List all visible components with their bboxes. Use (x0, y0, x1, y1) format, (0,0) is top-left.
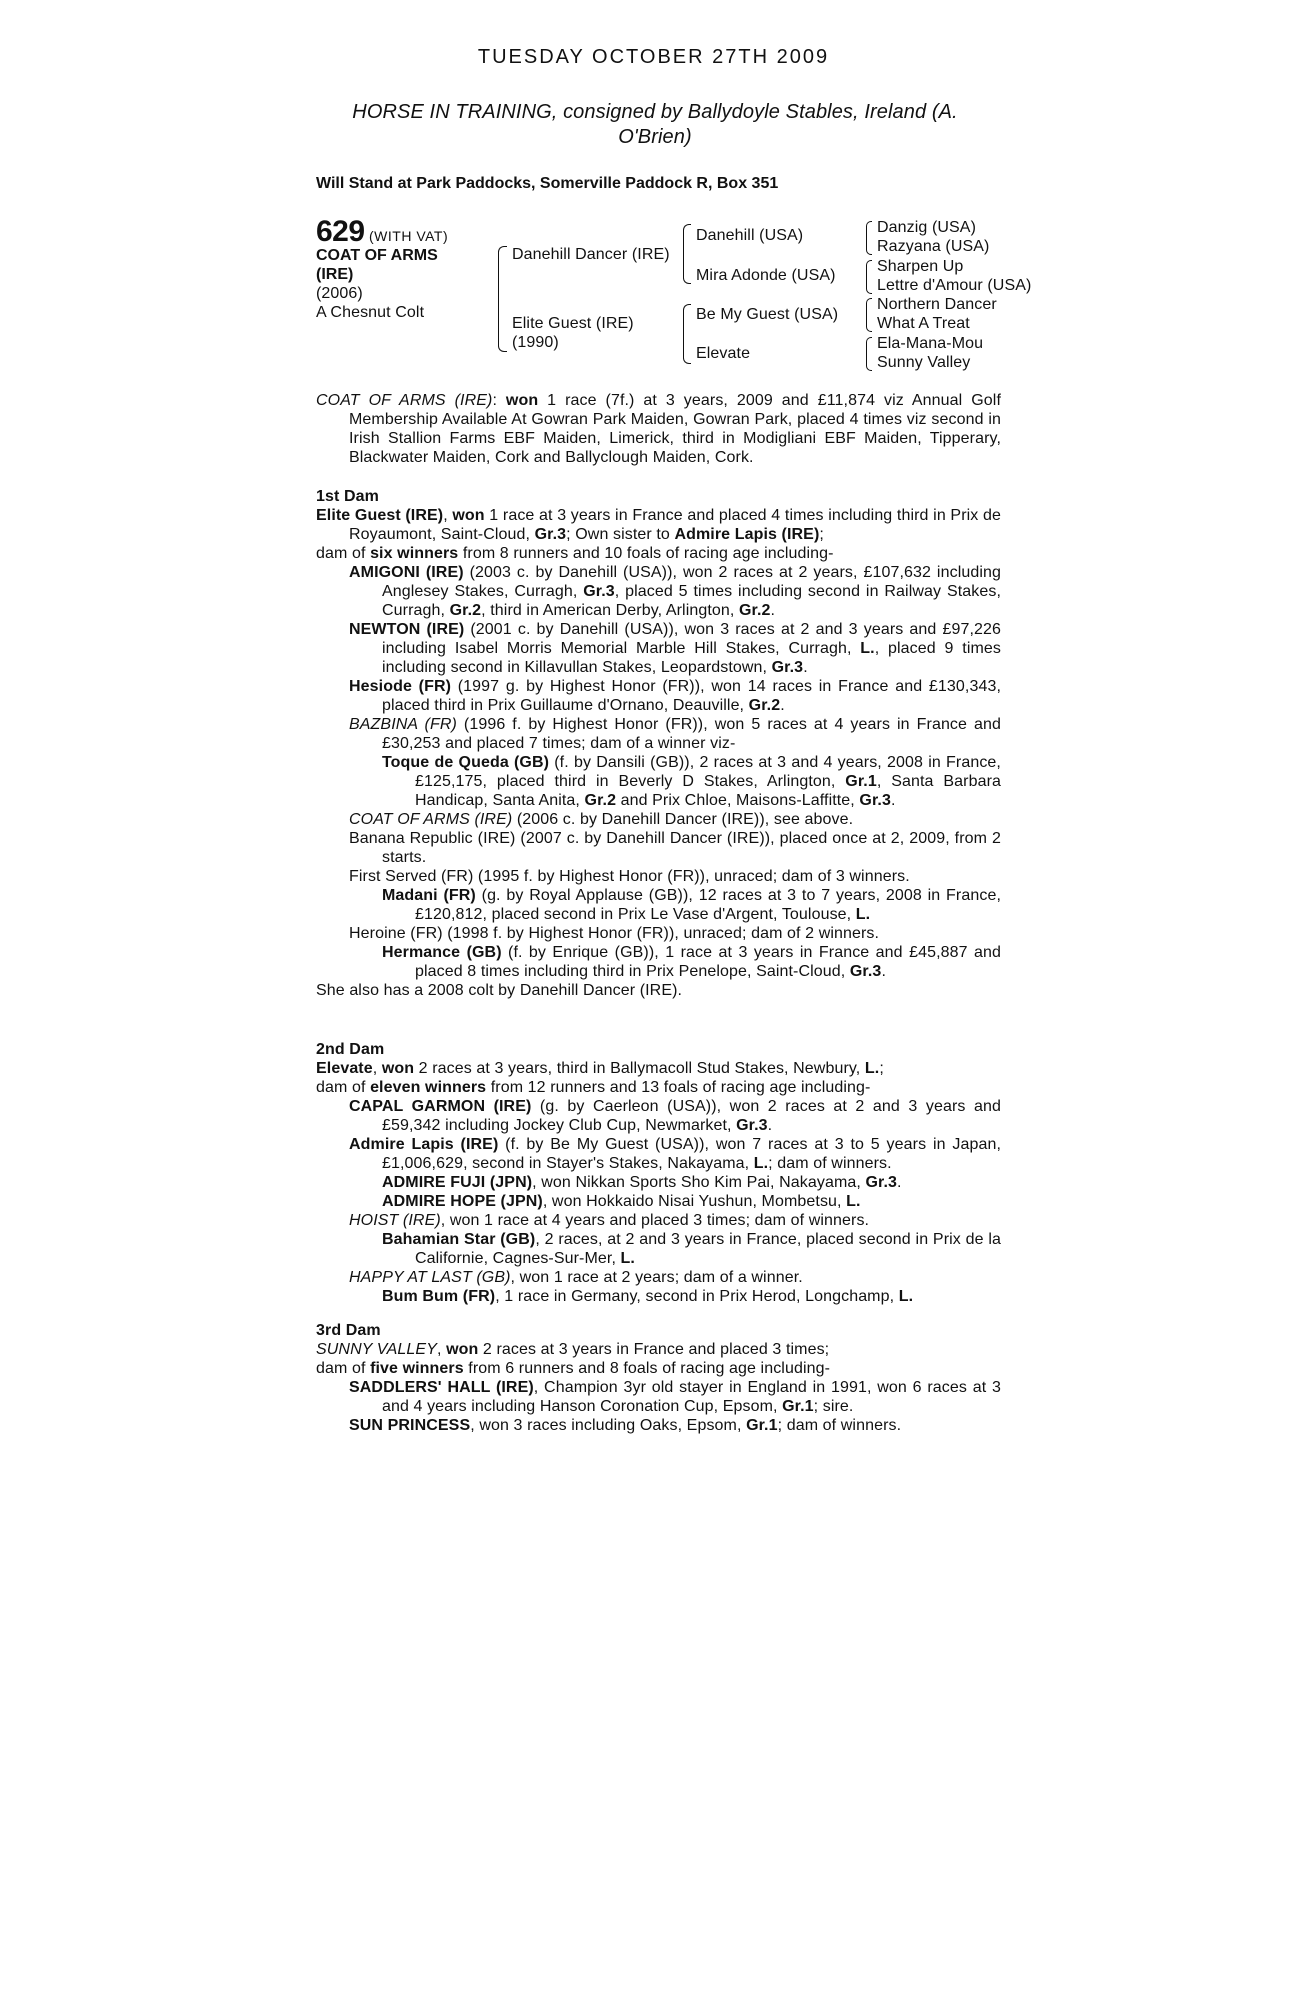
lot-info (316, 215, 449, 322)
toque-text2: , Santa Barbara Handicap, Santa Anita, (415, 773, 1001, 809)
bahamian-name: Bahamian Star (GB) (382, 1231, 536, 1248)
sun-text1: , won 3 races including Oaks, Epsom, (470, 1417, 747, 1434)
admire-listed: L. (753, 1155, 769, 1172)
bum-text1: , 1 race in Germany, second in Prix Herod, Longchamp, (495, 1288, 899, 1305)
newton-name: NEWTON (IRE) (349, 621, 465, 638)
lot-vat: (WITH VAT) (369, 228, 449, 244)
bahamian-text1: , 2 races, at 2 and 3 years in France, placed second in Prix de la Californie, Cagnes-Sur-Mer, (415, 1231, 1001, 1267)
pedigree-dds: Ela-Mana-Mou (877, 335, 984, 352)
third-dam-section (316, 1321, 1001, 1435)
first-dam-text1: 1 race at 3 years in France and placed 4 times including third in Prix de Royaumont, Saint-Cloud, (349, 507, 1001, 543)
summary-horse-name: COAT OF ARMS (IRE) (316, 392, 493, 409)
hermance-text2: . (881, 963, 886, 980)
third-dam-heading: 3rd Dam (316, 1322, 381, 1339)
fuji-name: ADMIRE FUJI (JPN) (382, 1174, 533, 1191)
toque-text1: (f. by Dansili (GB)), 2 races at 3 and 4 years, 2008 in France, £125,175, placed third in Beverly D Stakes, Arlington, (415, 754, 1001, 790)
first-dam-produce-intro (316, 544, 1001, 563)
sun-name: SUN PRINCESS (349, 1417, 471, 1434)
hope-text1: , won Hokkaido Nisai Yushun, Mombetsu, (542, 1193, 847, 1210)
first-dam-sister: Admire Lapis (IRE) (674, 526, 820, 543)
lot-number: 629 (316, 215, 365, 248)
second-dam-won: won (381, 1060, 415, 1077)
second-dam-text: 2 races at 3 years, third in Ballymacoll Stud Stakes, Newbury, (414, 1060, 865, 1077)
third-dam-winners: five winners (370, 1360, 464, 1377)
first-dam-won: won (452, 507, 485, 524)
consignment-line: HORSE IN TRAINING, consigned by Ballydoyle Stables, Ireland (A. O'Brien) (352, 101, 958, 148)
produce-newton (316, 620, 1001, 677)
second-dam-heading: 2nd Dam (316, 1041, 385, 1058)
sadd-text2: ; sire. (813, 1398, 854, 1415)
first-dam-section (316, 487, 1001, 1000)
pedigree-sds: Sharpen Up (877, 258, 964, 275)
produce-toque-de-queda (316, 753, 1001, 810)
produce-admire-fuji (316, 1173, 1001, 1192)
pedigree-brace-dd (866, 337, 872, 371)
hope-listed: L. (846, 1193, 861, 1210)
sale-date: TUESDAY OCTOBER 27TH 2009 (477, 46, 830, 68)
newton-text1: (2001 c. by Danehill (USA)), won 3 races at 2 and 3 years and £97,226 including Isabel Morris Memorial Marble Hill Stakes, Curragh, (382, 621, 1001, 657)
amigoni-text4: . (770, 602, 776, 619)
fuji-text2: . (897, 1174, 902, 1191)
pedigree-sire-sire: Danehill (USA) (696, 227, 804, 244)
lot-number-line (316, 215, 449, 248)
bum-listed: L. (898, 1288, 914, 1305)
bum-name: Bum Bum (FR) (382, 1288, 496, 1305)
sun-grade: Gr.1 (746, 1417, 778, 1434)
hesiode-text2: . (780, 697, 785, 714)
capal-text1: (g. by Caerleon (USA)), won 2 races at 2 and 3 years and £59,342 including Jockey Club Cup, Newmarket, (382, 1098, 1001, 1134)
hermance-text1: (f. by Enrique (GB)), 1 race at 3 years in France and £45,887 and placed 8 times including third in Prix Penelope, Saint-Cloud, (415, 944, 1001, 980)
third-dam-damof-post: from 6 runners and 8 foals of racing age including- (463, 1360, 831, 1377)
pedigree-sire: Danehill Dancer (IRE) (512, 246, 670, 263)
sun-text2: ; dam of winners. (777, 1417, 902, 1434)
pedigree-brace-sire (683, 224, 691, 284)
third-dam-won: won (446, 1341, 479, 1358)
second-dam-listed: L. (864, 1060, 880, 1077)
produce-coat-of-arms (316, 810, 1001, 829)
produce-heroine: Heroine (FR) (1998 f. by Highest Honor (FR)), unraced; dam of 2 winners. (349, 925, 880, 942)
third-dam-damof-pre: dam of (316, 1360, 371, 1377)
pedigree-sire-dam: Mira Adonde (USA) (696, 267, 836, 284)
first-dam-winners: six winners (370, 545, 459, 562)
pedigree-sss: Danzig (USA) (877, 219, 977, 236)
fuji-grade: Gr.3 (865, 1174, 898, 1191)
hesiode-grade: Gr.2 (748, 697, 781, 714)
produce-banana-republic: Banana Republic (IRE) (2007 c. by Danehill Dancer (IRE)), placed once at 2, 2009, from 2 starts. (349, 830, 1001, 866)
toque-grade2: Gr.2 (584, 792, 617, 809)
newton-text3: . (803, 659, 808, 676)
horse-name-line1: COAT OF ARMS (316, 247, 438, 264)
horse-description: A Chesnut Colt (316, 304, 425, 321)
hoist-text: , won 1 race at 4 years and placed 3 times; dam of winners. (440, 1212, 870, 1229)
second-dam-damof-post: from 12 runners and 13 foals of racing age including- (486, 1079, 871, 1096)
first-dam-name: Elite Guest (IRE) (316, 507, 444, 524)
amigoni-name: AMIGONI (IRE) (349, 564, 464, 581)
pedigree-dam-year: (1990) (512, 334, 559, 351)
first-dam-damof-pre: dam of (316, 545, 371, 562)
produce-happy-at-last (316, 1268, 1001, 1287)
pedigree-ddd: Sunny Valley (877, 354, 971, 371)
pedigree-dss: Northern Dancer (877, 296, 997, 313)
produce-madani (316, 886, 1001, 924)
first-dam-heading: 1st Dam (316, 488, 379, 505)
newton-grade: Gr.3 (771, 659, 804, 676)
capal-text2: . (767, 1117, 773, 1134)
third-dam-name: SUNNY VALLEY (316, 1341, 437, 1358)
admire-text2: ; dam of winners. (768, 1155, 892, 1172)
second-dam-name: Elevate (316, 1060, 373, 1077)
produce-bazbina (316, 715, 1001, 753)
amigoni-text3: , third in American Derby, Arlington, (481, 602, 739, 619)
admire-name: Admire Lapis (IRE) (349, 1136, 499, 1153)
first-dam-intro (316, 506, 1001, 544)
summary-won: won (505, 392, 539, 409)
coat-name: COAT OF ARMS (IRE) (349, 811, 513, 828)
produce-bahamian-star (316, 1230, 1001, 1268)
produce-admire-lapis (316, 1135, 1001, 1173)
amigoni-grade3: Gr.2 (739, 602, 771, 619)
second-dam-sep: , (372, 1060, 382, 1077)
third-dam-produce-intro (316, 1359, 1001, 1378)
third-dam-text: 2 races at 3 years in France and placed 3 times; (478, 1341, 830, 1358)
summary-paragraph (316, 391, 1001, 467)
pedigree-brace-dam (683, 304, 691, 364)
produce-hesiode (316, 677, 1001, 715)
first-dam-grade: Gr.3 (534, 526, 567, 543)
toque-grade3: Gr.3 (859, 792, 891, 809)
pedigree-ssd: Razyana (USA) (877, 238, 990, 255)
produce-hermance (316, 943, 1001, 981)
second-dam-produce-intro (316, 1078, 1001, 1097)
pedigree-dam: Elite Guest (IRE) (512, 315, 634, 332)
produce-admire-hope (316, 1192, 1001, 1211)
produce-amigoni (316, 563, 1001, 620)
happy-text: , won 1 race at 2 years; dam of a winner. (510, 1269, 803, 1286)
horse-name-line2: (IRE) (316, 266, 354, 283)
first-dam-also: She also has a 2008 colt by Danehill Dancer (IRE). (316, 982, 683, 999)
toque-name: Toque de Queda (GB) (382, 754, 550, 771)
fuji-text1: , won Nikkan Sports Sho Kim Pai, Nakayama, (532, 1174, 866, 1191)
hermance-grade: Gr.3 (849, 963, 882, 980)
hesiode-name: Hesiode (FR) (349, 678, 452, 695)
madani-listed: L. (855, 906, 871, 923)
admire-text1: (f. by Be My Guest (USA)), won 7 races at 3 to 5 years in Japan, £1,006,629, second in Stayer's Stakes, Nakayama, (382, 1136, 1001, 1172)
race-summary (316, 391, 1001, 467)
bazbina-name: BAZBINA (FR) (349, 716, 457, 733)
amigoni-text2: , placed 5 times including second in Railway Stakes, Curragh, (382, 583, 1002, 619)
second-dam-winners: eleven winners (370, 1079, 487, 1096)
pedigree-brace-ss (866, 221, 872, 255)
pedigree-dam-sire: Be My Guest (USA) (696, 306, 839, 323)
amigoni-grade2: Gr.2 (449, 602, 482, 619)
madani-name: Madani (FR) (382, 887, 476, 904)
hesiode-text1: (1997 g. by Highest Honor (FR)), won 14 races in France and £130,343, placed third in Prix Guillaume d'Ornano, Deauville, (382, 678, 1001, 714)
summary-colon: : (492, 392, 497, 409)
produce-first-served: First Served (FR) (1995 f. by Highest Honor (FR)), unraced; dam of 3 winners. (349, 868, 910, 885)
amigoni-text1: (2003 c. by Danehill (USA)), won 2 races at 2 years, £107,632 including Anglesey Stakes, Curragh, (382, 564, 1001, 600)
produce-hoist (316, 1211, 1001, 1230)
sadd-text1: , Champion 3yr old stayer in England in 1991, won 6 races at 3 and 4 years including Hanson Coronation Cup, Epsom, (382, 1379, 1001, 1415)
summary-text: 1 race (7f.) at 3 years, 2009 and £11,874 viz Annual Golf Membership Available At Gowran Park Maiden, Gowran Park, placed 4 times viz second in Irish Stallion Farms EBF Maiden, Limerick, third in Modigliani EBF Maiden, Tipperary, Blackwater Maiden, Cork and Ballyclough Maiden, Cork. (349, 392, 1001, 466)
toque-text3: and Prix Chloe, Maisons-Laffitte, (616, 792, 860, 809)
pedigree-brace-sd (866, 260, 872, 294)
sadd-grade: Gr.1 (782, 1398, 814, 1415)
first-dam-damof-post: from 8 runners and 10 foals of racing age including- (458, 545, 834, 562)
newton-listed: L. (860, 640, 875, 657)
coat-text: (2006 c. by Danehill Dancer (IRE)), see above. (512, 811, 854, 828)
second-dam-section (316, 1040, 1001, 1306)
produce-sun-princess (316, 1416, 1001, 1435)
produce-capal-garmon (316, 1097, 1001, 1135)
horse-year: (2006) (316, 285, 363, 302)
sadd-name: SADDLERS' HALL (IRE) (349, 1379, 534, 1396)
first-dam-text2: ; Own sister to (566, 526, 675, 543)
second-dam-intro (316, 1059, 1001, 1078)
capal-grade: Gr.3 (736, 1117, 768, 1134)
third-dam-intro (316, 1340, 1001, 1359)
first-dam-text3: ; (819, 526, 824, 543)
stand-location: Will Stand at Park Paddocks, Somerville Paddock R, Box 351 (316, 175, 779, 192)
bazbina-text: (1996 f. by Highest Honor (FR)), won 5 races at 4 years in France and £30,253 and placed 7 times; dam of a winner viz- (382, 716, 1002, 752)
madani-text1: (g. by Royal Applause (GB)), 12 races at 3 to 7 years, 2008 in France, £120,812, placed second in Prix Le Vase d'Argent, Toulouse, (415, 887, 1002, 923)
second-dam-end: ; (879, 1060, 884, 1077)
hoist-name: HOIST (IRE) (349, 1212, 441, 1229)
toque-grade1: Gr.1 (845, 773, 877, 790)
pedigree-dsd: What A Treat (877, 315, 970, 332)
produce-bum-bum (316, 1287, 1001, 1306)
pedigree-brace-gen1 (498, 246, 507, 352)
pedigree-sdd: Lettre d'Amour (USA) (877, 277, 1032, 294)
pedigree-brace-ds (866, 298, 872, 332)
produce-saddlers-hall (316, 1378, 1001, 1416)
happy-name: HAPPY AT LAST (GB) (349, 1269, 511, 1286)
third-dam-sep: , (436, 1341, 447, 1358)
newton-text2: , placed 9 times including second in Killavullan Stakes, Leopardstown, (382, 640, 1001, 676)
second-dam-damof-pre: dam of (316, 1079, 371, 1096)
hope-name: ADMIRE HOPE (JPN) (382, 1193, 543, 1210)
bahamian-listed: L. (620, 1250, 635, 1267)
capal-name: CAPAL GARMON (IRE) (349, 1098, 532, 1115)
first-dam-sep: , (443, 507, 453, 524)
hermance-name: Hermance (GB) (382, 944, 502, 961)
pedigree-dam-dam: Elevate (696, 345, 751, 362)
toque-text4: . (890, 792, 896, 809)
amigoni-grade1: Gr.3 (583, 583, 615, 600)
